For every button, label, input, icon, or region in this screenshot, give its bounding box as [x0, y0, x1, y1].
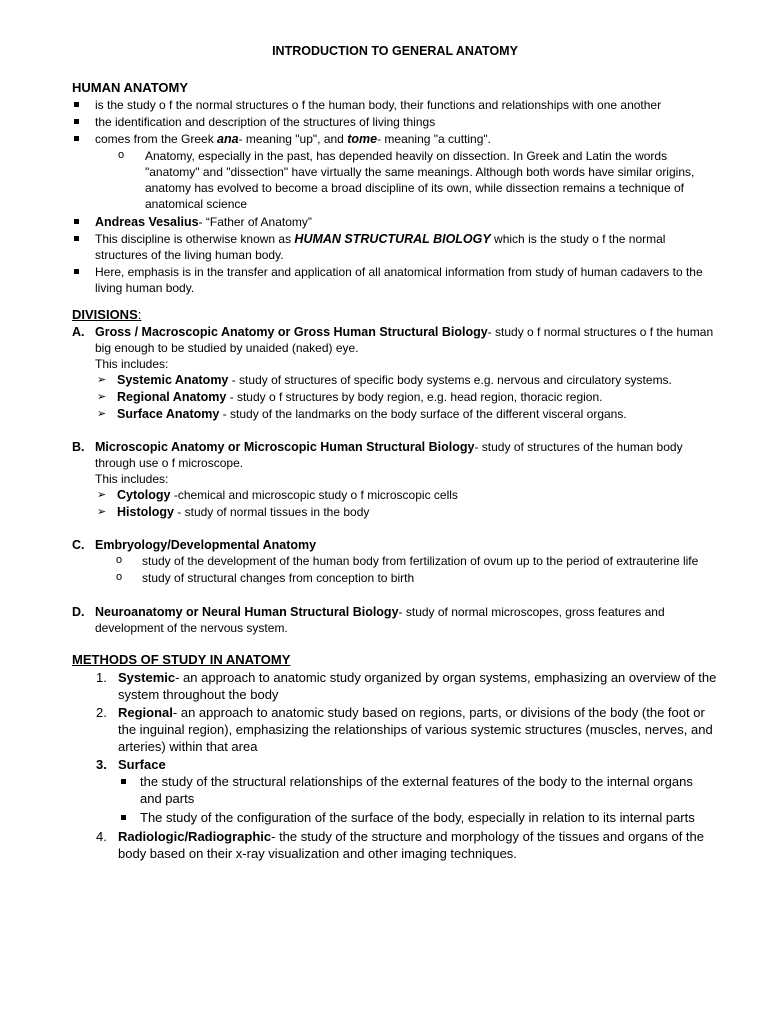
division-name: Embryology/Developmental Anatomy — [95, 538, 317, 552]
division-name: Microscopic Anatomy or Microscopic Human Structural Biology — [95, 440, 475, 454]
item-desc: - study of normal tissues in the body — [173, 505, 370, 519]
item-name: Radiologic/Radiographic — [118, 829, 272, 844]
list-item — [72, 704, 718, 755]
division-c — [72, 537, 718, 553]
item-number: 4. — [96, 829, 107, 844]
list-item — [72, 504, 718, 520]
list-item — [72, 389, 718, 405]
methods-heading: METHODS OF STUDY IN ANATOMY — [72, 652, 291, 667]
includes-label: This includes: — [95, 357, 169, 371]
division-name: Neuroanatomy or Neural Human Structural Biology — [95, 605, 399, 619]
divisions-heading — [72, 307, 718, 322]
methods-list — [72, 669, 718, 862]
text-run: which is the study o f the normal structures of the living human body. — [95, 232, 666, 262]
item-number: 3. — [96, 757, 107, 772]
human-anatomy-list — [72, 97, 718, 147]
division-letter: C. — [72, 538, 85, 552]
division-name: Gross / Macroscopic Anatomy or Gross Human Structural Biology — [95, 325, 488, 339]
text-run: This discipline is otherwise known as — [95, 232, 295, 246]
item-desc: -chemical and microscopic study o f microscopic cells — [170, 488, 458, 502]
list-item — [72, 214, 718, 230]
item-desc: - study of structures of specific body systems e.g. nervous and circulatory systems. — [228, 373, 672, 387]
list-item — [72, 372, 718, 388]
division-desc: - study of structures of the human body through use o f microscope. — [95, 440, 683, 470]
division-d — [72, 604, 718, 636]
term-tome: tome — [347, 132, 378, 146]
division-b-list — [72, 487, 718, 520]
item-desc: - an approach to anatomic study organized by organ systems, emphasizing an overview of the system throughout the body — [118, 670, 717, 702]
list-item — [72, 131, 718, 147]
document-title: INTRODUCTION TO GENERAL ANATOMY — [272, 44, 518, 58]
item-name: Surface Anatomy — [117, 407, 220, 421]
list-item: the study of the structural relationships of the external features of the body to the internal organs and parts — [118, 773, 718, 807]
list-item: o study of structural changes from conception to birth — [72, 570, 718, 586]
division-c-list — [72, 553, 718, 586]
item-number: 1. — [96, 670, 107, 685]
divisions-colon: : — [137, 307, 142, 322]
item-number: 2. — [96, 705, 107, 720]
list-item — [72, 487, 718, 503]
list-item: the identification and description of the structures of living things — [72, 114, 718, 130]
text-run: comes from the Greek — [95, 132, 218, 146]
list-item: o study of the development of the human body from fertilization of ovum up to the period of extrauterine life — [72, 553, 718, 569]
term-ana: ana — [217, 132, 239, 146]
list-item — [72, 231, 718, 263]
list-item — [72, 669, 718, 703]
item-desc: - study of the landmarks on the body surface of the different visceral organs. — [219, 407, 627, 421]
list-item: Here, emphasis is in the transfer and application of all anatomical information from study of human cadavers to the living human body. — [72, 264, 718, 296]
term-human-structural-biology: HUMAN STRUCTURAL BIOLOGY — [294, 232, 491, 246]
surface-sublist — [118, 773, 718, 826]
division-desc: - study of normal microscopes, gross features and development of the nervous system. — [95, 605, 665, 635]
division-desc: - study o f normal structures o f the human big enough to be studied by unaided (naked) eye. — [95, 325, 714, 355]
text-run: - meaning "up", and — [238, 132, 348, 146]
item-name: Regional Anatomy — [117, 390, 227, 404]
item-name: Systemic — [118, 670, 176, 685]
item-name: Surface — [118, 757, 166, 772]
human-anatomy-list-2 — [72, 214, 718, 296]
item-desc: - an approach to anatomic study based on regions, parts, or divisions of the body (the foot or the inguinal region), emphasizing the relationships of various systemic structures (muscles, nerves, and arteries) within that area — [118, 705, 713, 754]
list-item: The study of the configuration of the surface of the body, especially in relation to its internal parts — [118, 809, 718, 826]
text-run: - “Father of Anatomy” — [198, 215, 312, 229]
text-run: - meaning "a cutting". — [377, 132, 491, 146]
list-item: o Anatomy, especially in the past, has depended heavily on dissection. In Greek and Latin the words "anatomy" and "dissection" have virtually the same meanings. Although both words have similar origins, anatomy has evolved to become a broad discipline of its own, while dissection remains a technique of anatomical science — [72, 148, 718, 212]
list-item: is the study o f the normal structures o f the human body, their functions and relationships with one another — [72, 97, 718, 113]
item-name: Histology — [117, 505, 174, 519]
includes-label: This includes: — [95, 472, 169, 486]
division-a-list — [72, 372, 718, 422]
item-name: Cytology — [117, 488, 171, 502]
vesalius-name: Andreas Vesalius — [95, 215, 199, 229]
division-b — [72, 439, 718, 471]
human-anatomy-sublist — [72, 148, 718, 212]
item-name: Systemic Anatomy — [117, 373, 229, 387]
item-name: Regional — [118, 705, 173, 720]
item-desc: - study o f structures by body region, e.g. head region, thoracic region. — [226, 390, 603, 404]
division-a — [72, 324, 718, 356]
division-letter: A. — [72, 325, 85, 339]
item-desc: - the study of the structure and morphology of the tissues and organs of the body based on their x-ray visualization and other imaging techniques. — [118, 829, 704, 861]
list-item — [72, 828, 718, 862]
list-item — [72, 406, 718, 422]
division-letter: D. — [72, 605, 85, 619]
list-item — [72, 756, 718, 826]
divisions-heading-text: DIVISIONS — [72, 307, 138, 322]
human-anatomy-heading: HUMAN ANATOMY — [72, 80, 189, 95]
division-letter: B. — [72, 440, 85, 454]
